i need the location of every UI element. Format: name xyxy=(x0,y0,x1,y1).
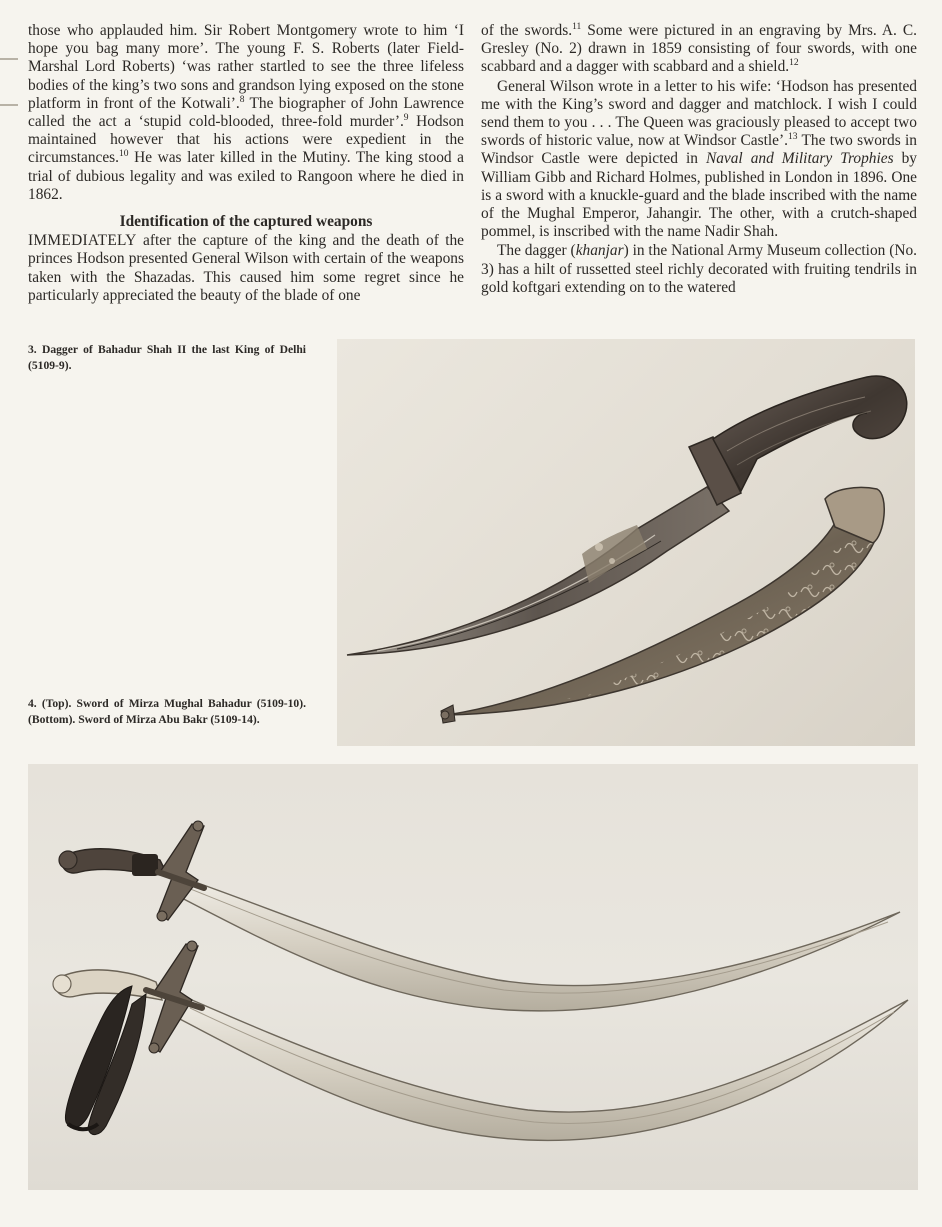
footnote-ref: 12 xyxy=(789,58,799,69)
left-paragraph-1: those who applauded him. Sir Robert Montgomery wrote to him ‘I hope you bag many more’. The young F. S. Roberts (later Field-Marshal Lord Roberts) ‘was rather startled to see the three lifeless bodies of the king’s two sons and grandson lying exposed on the stone platform in front of the Kotwali’.$^8$ The biographer of John Lawrence called the act a ‘stupid cold-blooded, three-fold murder’.$^9$ Hodson maintained however that his actions were expedient in the circumstances.$^{10}$ He was later killed in the Mutiny. The king stood a trial of dubious legality and was exiled to Rangoon where he died in 1862. xyxy=(28,22,465,203)
footnote-ref: 10 xyxy=(119,149,129,160)
dagger-illustration xyxy=(337,339,915,746)
page-edge-mark xyxy=(0,58,18,60)
footnote-ref: 8 xyxy=(239,94,245,105)
bottom-sword-blade xyxy=(174,994,908,1140)
right-paragraph-3: The dagger (khanjar) in the National Army Museum collection (No. 3) has a hilt of russetted steel richly decorated with fruiting tendrils in gold koftgari extending on to the watered xyxy=(481,242,918,296)
left-text-column xyxy=(28,22,464,305)
footnote-ref: 13 xyxy=(788,132,798,143)
right-paragraph-2: General Wilson wrote in a letter to his wife: ‘Hodson has presented me with the King’s sword and dagger and matchlock. I wish I could send them to you . . . The Queen was graciously pleased to accept two swords of historic value, now at Windsor Castle’.$^{13}$ The two swords in Windsor Castle were depicted in Naval and Military Trophies by William Gibb and Richard Holmes, published in London in 1896. One is a sword with a knuckle-guard and the blade inscribed with the name of the Mughal Emperor, Jahangir. The other, with a crutch-shaped pommel, is inscribed with the name Nadir Shah. xyxy=(481,77,917,241)
swords-photo xyxy=(28,764,918,1190)
page-edge-mark xyxy=(0,104,18,106)
swords-illustration xyxy=(28,764,918,1190)
figure-4-caption: 4. (Top). Sword of Mirza Mughal Bahadur (5109-10). (Bottom). Sword of Mirza Abu Bakr (5109-14). xyxy=(28,697,306,726)
footnote-ref: 11 xyxy=(572,22,582,32)
right-paragraph-1: of the swords.$^{11}$ Some were pictured in an engraving by Mrs. A. C. Gresley (No. 2) drawn in 1859 consisting of four swords, with one scabbard and a dagger with scabbard and a shield.$^{12}$ xyxy=(481,22,917,76)
dagger-hilt xyxy=(713,376,907,491)
left-paragraph-2: IMMEDIATELY after the capture of the king and the death of the princes Hodson presented General Wilson with certain of the weapons taken with the Shazadas. This caused him some regret since he particularly appreciated the beauty of the blade of one xyxy=(28,232,464,304)
section-heading: Identification of the captured weapons xyxy=(119,213,373,231)
right-text-column xyxy=(481,22,917,297)
footnote-ref: 9 xyxy=(403,113,409,124)
dagger-blade xyxy=(347,487,729,655)
figure-3-caption: 3. Dagger of Bahadur Shah II the last King of Delhi (5109-9). xyxy=(28,343,306,372)
dagger-photo xyxy=(337,339,915,746)
top-sword-blade xyxy=(174,876,900,1011)
